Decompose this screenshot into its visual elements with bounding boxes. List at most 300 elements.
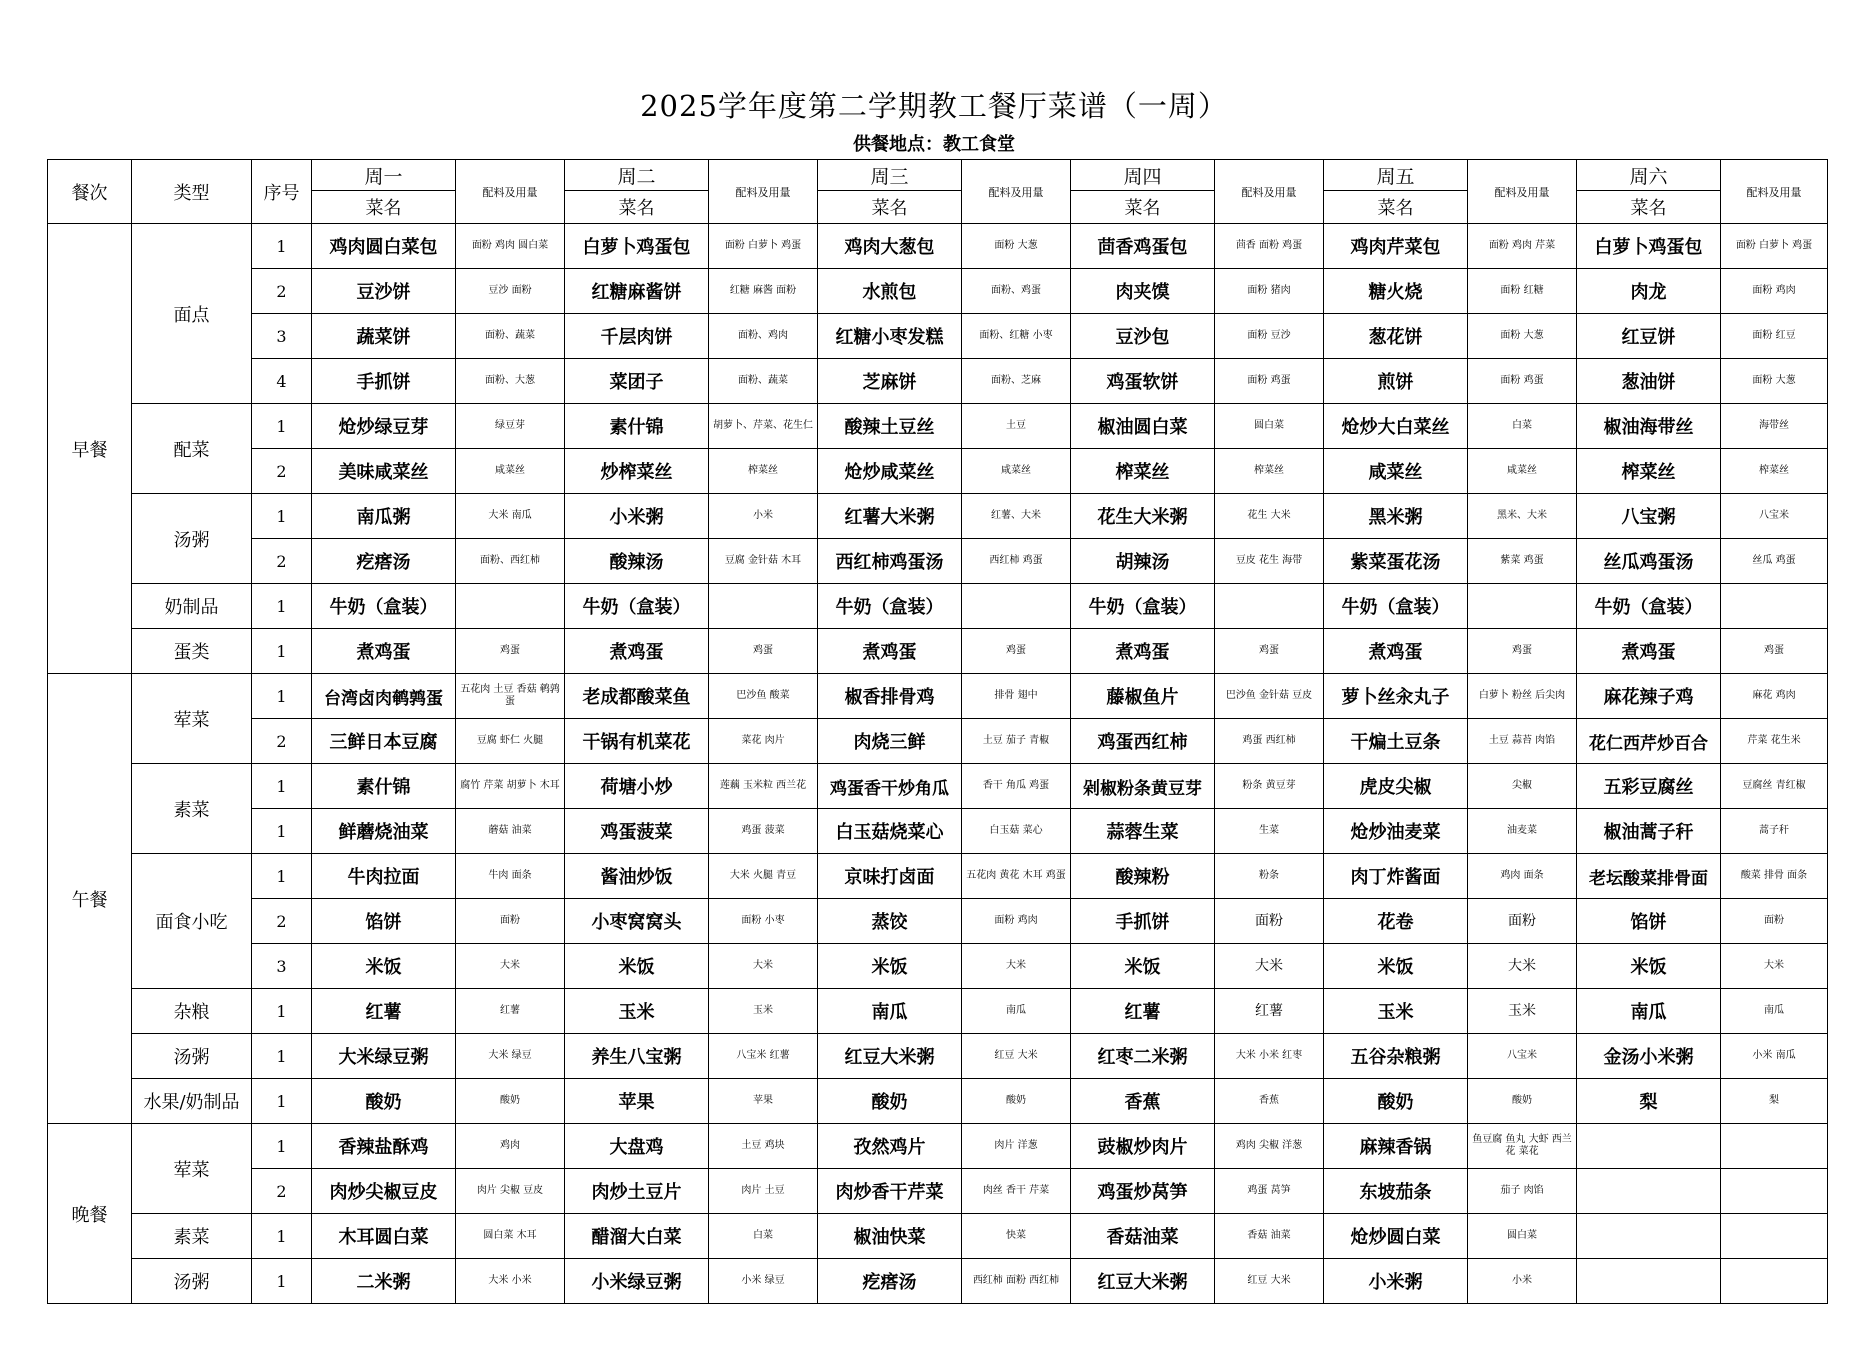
dish-ingredients: 西红柿 面粉 西红柿: [962, 1259, 1071, 1304]
dish-name: 胡辣汤: [1071, 539, 1215, 584]
dish-name: 牛奶（盒装）: [1577, 584, 1721, 629]
dish-ingredients: 面粉、蔬菜: [456, 314, 565, 359]
dish-name: 蔬菜饼: [312, 314, 456, 359]
dish-name: 五彩豆腐丝: [1577, 764, 1721, 809]
table-row: [48, 404, 1828, 449]
dish-ingredients: 面粉 鸡肉 圆白菜: [456, 224, 565, 269]
dish-ingredients: 鸡蛋: [1721, 629, 1828, 674]
dish-ingredients: 鸡肉 面条: [1468, 854, 1577, 899]
dish-name: 花仁西芹炒百合: [1577, 719, 1721, 764]
dish-name: 鸡蛋菠菜: [565, 809, 709, 854]
dish-ingredients: 大米 小米 红枣: [1215, 1034, 1324, 1079]
dish-name: 酸辣土豆丝: [818, 404, 962, 449]
dish-name-column-header: 菜名: [1577, 191, 1721, 224]
dish-name: 红豆饼: [1577, 314, 1721, 359]
dish-ingredients: 生菜: [1215, 809, 1324, 854]
dish-ingredients: 香菇 油菜: [1215, 1214, 1324, 1259]
category-label: 配菜: [132, 404, 252, 494]
dish-name: 米饭: [1324, 944, 1468, 989]
dish-name: 椒油快菜: [818, 1214, 962, 1259]
dish-name: 鸡肉芹菜包: [1324, 224, 1468, 269]
dish-name: 酸奶: [312, 1079, 456, 1124]
dish-name: 椒香排骨鸡: [818, 674, 962, 719]
sequence-number: 3: [252, 944, 312, 989]
dish-ingredients: 榨菜丝: [1215, 449, 1324, 494]
dish-ingredients: 面粉 红豆: [1721, 314, 1828, 359]
dish-name: 糖火烧: [1324, 269, 1468, 314]
category-label: 杂粮: [132, 989, 252, 1034]
dish-name: 米饭: [312, 944, 456, 989]
dish-name: 鲜蘑烧油菜: [312, 809, 456, 854]
dish-ingredients: 面粉、西红柿: [456, 539, 565, 584]
dish-name: 芝麻饼: [818, 359, 962, 404]
dish-name: 牛肉拉面: [312, 854, 456, 899]
dish-name: 养生八宝粥: [565, 1034, 709, 1079]
dish-ingredients: 面粉、鸡蛋: [962, 269, 1071, 314]
sequence-number: 2: [252, 1169, 312, 1214]
table-header: [48, 160, 1828, 224]
dish-ingredients: 菜花 肉片: [709, 719, 818, 764]
dish-ingredients: 面粉 猪肉: [1215, 269, 1324, 314]
dish-name: 京味打卤面: [818, 854, 962, 899]
dish-name: 酸奶: [1324, 1079, 1468, 1124]
dish-name: 南瓜: [818, 989, 962, 1034]
dish-ingredients: 胡萝卜、芹菜、花生仁: [709, 404, 818, 449]
dish-ingredients: 面粉 大葱: [1721, 359, 1828, 404]
dish-name: 炒榨菜丝: [565, 449, 709, 494]
dish-name: 米饭: [1577, 944, 1721, 989]
table-row: [48, 1124, 1828, 1169]
dish-ingredients: 豆腐 虾仁 火腿: [456, 719, 565, 764]
dish-name: 老坛酸菜排骨面: [1577, 854, 1721, 899]
dish-name: 肉丁炸酱面: [1324, 854, 1468, 899]
dish-ingredients: 豆皮 花生 海带: [1215, 539, 1324, 584]
dish-ingredients: 咸菜丝: [962, 449, 1071, 494]
dish-name: 白玉菇烧菜心: [818, 809, 962, 854]
dish-name: 鸡蛋香干炒角瓜: [818, 764, 962, 809]
dish-ingredients: 玉米: [709, 989, 818, 1034]
dish-name: 水煎包: [818, 269, 962, 314]
dish-name: 煮鸡蛋: [565, 629, 709, 674]
ingredients-column-header: 配料及用量: [709, 160, 818, 224]
sequence-number: 1: [252, 1034, 312, 1079]
sequence-number: 2: [252, 899, 312, 944]
sequence-number: 2: [252, 269, 312, 314]
sequence-number: 1: [252, 629, 312, 674]
day-header: 周一: [312, 160, 456, 191]
dish-name: 菜团子: [565, 359, 709, 404]
ingredients-column-header: 配料及用量: [1215, 160, 1324, 224]
dish-name-column-header: 菜名: [565, 191, 709, 224]
dish-ingredients: 小米: [709, 494, 818, 539]
dish-name: 豆沙饼: [312, 269, 456, 314]
menu-table: [47, 159, 1828, 1304]
dish-ingredients: 榨菜丝: [709, 449, 818, 494]
dish-name: 小米粥: [565, 494, 709, 539]
dish-ingredients: 红薯: [1215, 989, 1324, 1034]
header-row-days: [48, 160, 1828, 191]
dish-name: 老成都酸菜鱼: [565, 674, 709, 719]
dish-name: 牛奶（盒装）: [818, 584, 962, 629]
dish-ingredients: 土豆 蒜苔 肉馅: [1468, 719, 1577, 764]
table-row: [48, 764, 1828, 809]
dish-ingredients: 鸡蛋: [1215, 629, 1324, 674]
dish-name: 手抓饼: [1071, 899, 1215, 944]
dish-name: 荷塘小炒: [565, 764, 709, 809]
category-label: 水果/奶制品: [132, 1079, 252, 1124]
ingredients-column-header: 配料及用量: [1721, 160, 1828, 224]
dish-ingredients: 大米: [456, 944, 565, 989]
dish-ingredients: 圆白菜: [1215, 404, 1324, 449]
dish-ingredients: 大米 绿豆: [456, 1034, 565, 1079]
dish-name: 素什锦: [565, 404, 709, 449]
category-label: 汤粥: [132, 494, 252, 584]
dish-name: 肉炒香干芹菜: [818, 1169, 962, 1214]
category-label: 蛋类: [132, 629, 252, 674]
sequence-number: 1: [252, 854, 312, 899]
dish-ingredients: 八宝米 红薯: [709, 1034, 818, 1079]
dish-name: 酸奶: [818, 1079, 962, 1124]
sequence-number: 1: [252, 404, 312, 449]
dish-name: 白萝卜鸡蛋包: [565, 224, 709, 269]
dish-name: 肉龙: [1577, 269, 1721, 314]
dish-name: 小米粥: [1324, 1259, 1468, 1304]
dish-name: 红糖小枣发糕: [818, 314, 962, 359]
dish-ingredients: 海带丝: [1721, 404, 1828, 449]
table-row: [48, 224, 1828, 269]
dish-name: 馅饼: [312, 899, 456, 944]
page-title: 2025学年度第二学期教工餐厅菜谱（一周）: [640, 89, 1228, 123]
dish-ingredients: 苹果: [709, 1079, 818, 1124]
dish-ingredients: 酸菜 排骨 面条: [1721, 854, 1828, 899]
dish-ingredients: 面粉 红糖: [1468, 269, 1577, 314]
dish-name: 紫菜蛋花汤: [1324, 539, 1468, 584]
dish-name: 干煸土豆条: [1324, 719, 1468, 764]
dish-ingredients: 五花肉 黄花 木耳 鸡蛋: [962, 854, 1071, 899]
dish-ingredients: 大米: [1721, 944, 1828, 989]
dish-ingredients: 面粉 小枣: [709, 899, 818, 944]
dish-name: 鸡蛋炒莴笋: [1071, 1169, 1215, 1214]
dish-ingredients: [1721, 1169, 1828, 1214]
dish-ingredients: 白萝卜 粉丝 后尖肉: [1468, 674, 1577, 719]
dish-name: 三鲜日本豆腐: [312, 719, 456, 764]
table-body: [48, 224, 1828, 1304]
dish-ingredients: 豆腐 金针菇 木耳: [709, 539, 818, 584]
dish-name: 炝炒绿豆芽: [312, 404, 456, 449]
dish-name: 红薯: [312, 989, 456, 1034]
dish-ingredients: 茴香 面粉 鸡蛋: [1215, 224, 1324, 269]
dish-name: 煮鸡蛋: [1324, 629, 1468, 674]
dish-ingredients: 面粉 鸡蛋: [1468, 359, 1577, 404]
dish-ingredients: 芹菜 花生米: [1721, 719, 1828, 764]
dish-name: 藤椒鱼片: [1071, 674, 1215, 719]
dish-name: 红枣二米粥: [1071, 1034, 1215, 1079]
dish-ingredients: 面粉、芝麻: [962, 359, 1071, 404]
dish-name: 牛奶（盒装）: [1071, 584, 1215, 629]
dish-ingredients: [1721, 1259, 1828, 1304]
dish-name: 榨菜丝: [1071, 449, 1215, 494]
dish-name: 虎皮尖椒: [1324, 764, 1468, 809]
dish-name: 台湾卤肉鹌鹑蛋: [312, 674, 456, 719]
table-row: [48, 1169, 1828, 1214]
dish-ingredients: 咸菜丝: [1468, 449, 1577, 494]
category-label: 汤粥: [132, 1259, 252, 1304]
dish-ingredients: 红薯、大米: [962, 494, 1071, 539]
meal-column-header: 餐次: [48, 160, 132, 224]
sequence-number: 1: [252, 1079, 312, 1124]
dish-ingredients: 面粉 白萝卜 鸡蛋: [709, 224, 818, 269]
dish-ingredients: 面粉 鸡肉: [1721, 269, 1828, 314]
dish-ingredients: 酸奶: [1468, 1079, 1577, 1124]
dish-name: 煮鸡蛋: [312, 629, 456, 674]
dish-ingredients: 大米 小米: [456, 1259, 565, 1304]
dish-ingredients: 酸奶: [456, 1079, 565, 1124]
dish-ingredients: 牛肉 面条: [456, 854, 565, 899]
dish-ingredients: 面粉: [1721, 899, 1828, 944]
table-row: [48, 989, 1828, 1034]
category-label: 素菜: [132, 764, 252, 854]
dish-name: 米饭: [1071, 944, 1215, 989]
dish-ingredients: 巴沙鱼 金针菇 豆皮: [1215, 674, 1324, 719]
dish-ingredients: 肉片 土豆: [709, 1169, 818, 1214]
table-row: [48, 1214, 1828, 1259]
dish-name: 手抓饼: [312, 359, 456, 404]
meal-label: 晚餐: [48, 1124, 132, 1304]
sequence-number: 1: [252, 674, 312, 719]
table-row: [48, 539, 1828, 584]
dish-name: 葱花饼: [1324, 314, 1468, 359]
dish-ingredients: 尖椒: [1468, 764, 1577, 809]
sequence-number: 2: [252, 539, 312, 584]
sequence-number: 1: [252, 1124, 312, 1169]
dish-name: 玉米: [565, 989, 709, 1034]
dish-name: 牛奶（盒装）: [312, 584, 456, 629]
dish-name: 榨菜丝: [1577, 449, 1721, 494]
dish-ingredients: 八宝米: [1468, 1034, 1577, 1079]
dish-name: 鸡肉大葱包: [818, 224, 962, 269]
dish-ingredients: 梨: [1721, 1079, 1828, 1124]
table-row: [48, 449, 1828, 494]
dish-name: 小米绿豆粥: [565, 1259, 709, 1304]
dish-name: 鸡蛋软饼: [1071, 359, 1215, 404]
dish-name: 丝瓜鸡蛋汤: [1577, 539, 1721, 584]
dish-name: 红豆大米粥: [818, 1034, 962, 1079]
dish-ingredients: 蒿子秆: [1721, 809, 1828, 854]
dish-ingredients: [456, 584, 565, 629]
sequence-column-header: 序号: [252, 160, 312, 224]
dish-ingredients: 肉片 尖椒 豆皮: [456, 1169, 565, 1214]
dish-ingredients: 面粉、大葱: [456, 359, 565, 404]
table-row: [48, 629, 1828, 674]
table-row: [48, 719, 1828, 764]
dish-name: 孜然鸡片: [818, 1124, 962, 1169]
meal-label: 早餐: [48, 224, 132, 674]
dish-ingredients: [709, 584, 818, 629]
dish-ingredients: 面粉 大葱: [1468, 314, 1577, 359]
category-label: 荤菜: [132, 674, 252, 764]
dish-name: 馅饼: [1577, 899, 1721, 944]
dish-name: 蒸饺: [818, 899, 962, 944]
dish-ingredients: 鸡蛋: [962, 629, 1071, 674]
dish-name: [1577, 1214, 1721, 1259]
dish-name: 肉炒尖椒豆皮: [312, 1169, 456, 1214]
dish-name: [1577, 1259, 1721, 1304]
dish-name: 麻花辣子鸡: [1577, 674, 1721, 719]
day-header: 周四: [1071, 160, 1215, 191]
table-row: [48, 269, 1828, 314]
day-header: 周五: [1324, 160, 1468, 191]
dish-name: 椒油圆白菜: [1071, 404, 1215, 449]
sequence-number: 4: [252, 359, 312, 404]
dish-name: 米饭: [818, 944, 962, 989]
dish-ingredients: 快菜: [962, 1214, 1071, 1259]
dish-ingredients: 面粉 豆沙: [1215, 314, 1324, 359]
dish-ingredients: 面粉 鸡肉: [962, 899, 1071, 944]
dish-ingredients: 白菜: [709, 1214, 818, 1259]
dish-ingredients: 肉丝 香干 芹菜: [962, 1169, 1071, 1214]
day-header: 周六: [1577, 160, 1721, 191]
dish-ingredients: 面粉、红糖 小枣: [962, 314, 1071, 359]
dish-ingredients: 蘑菇 油菜: [456, 809, 565, 854]
dish-name: 牛奶（盒装）: [565, 584, 709, 629]
dish-name: 蒜蓉生菜: [1071, 809, 1215, 854]
dish-ingredients: 紫菜 鸡蛋: [1468, 539, 1577, 584]
dish-name: 豆沙包: [1071, 314, 1215, 359]
dish-ingredients: 鱼豆腐 鱼丸 大虾 西兰花 菜花: [1468, 1124, 1577, 1169]
dish-ingredients: 鸡蛋 菠菜: [709, 809, 818, 854]
dish-ingredients: 小米 南瓜: [1721, 1034, 1828, 1079]
table-row: [48, 1034, 1828, 1079]
dish-name: 炝炒大白菜丝: [1324, 404, 1468, 449]
sequence-number: 2: [252, 719, 312, 764]
meal-label: 午餐: [48, 674, 132, 1124]
dish-ingredients: 面粉: [456, 899, 565, 944]
dish-ingredients: 豆沙 面粉: [456, 269, 565, 314]
sequence-number: 2: [252, 449, 312, 494]
dish-ingredients: 大米 火腿 青豆: [709, 854, 818, 899]
dish-ingredients: 大米: [709, 944, 818, 989]
table-row: [48, 854, 1828, 899]
dish-name: 梨: [1577, 1079, 1721, 1124]
table-row: [48, 899, 1828, 944]
dish-name: 煮鸡蛋: [1071, 629, 1215, 674]
dish-name-column-header: 菜名: [1324, 191, 1468, 224]
dish-ingredients: 巴沙鱼 酸菜: [709, 674, 818, 719]
category-label: 汤粥: [132, 1034, 252, 1079]
category-label: 面食小吃: [132, 854, 252, 989]
dish-name: [1577, 1169, 1721, 1214]
dish-name: 麻辣香锅: [1324, 1124, 1468, 1169]
dish-name: 花卷: [1324, 899, 1468, 944]
dish-ingredients: 排骨 翅中: [962, 674, 1071, 719]
dish-name: 红豆大米粥: [1071, 1259, 1215, 1304]
dish-ingredients: 土豆: [962, 404, 1071, 449]
dish-ingredients: 土豆 茄子 青椒: [962, 719, 1071, 764]
table-row: [48, 314, 1828, 359]
dish-ingredients: 西红柿 鸡蛋: [962, 539, 1071, 584]
dish-ingredients: [1721, 1214, 1828, 1259]
dish-name: 豉椒炒肉片: [1071, 1124, 1215, 1169]
day-header: 周二: [565, 160, 709, 191]
dish-name: 美味咸菜丝: [312, 449, 456, 494]
dish-ingredients: 咸菜丝: [456, 449, 565, 494]
category-label: 素菜: [132, 1214, 252, 1259]
dish-name: 小枣窝窝头: [565, 899, 709, 944]
dish-ingredients: 白玉菇 菜心: [962, 809, 1071, 854]
dish-name: 红薯大米粥: [818, 494, 962, 539]
dish-name: 炝炒圆白菜: [1324, 1214, 1468, 1259]
dish-ingredients: 大米: [962, 944, 1071, 989]
ingredients-column-header: 配料及用量: [1468, 160, 1577, 224]
dish-name: 肉夹馍: [1071, 269, 1215, 314]
dish-name: 炝炒咸菜丝: [818, 449, 962, 494]
dish-ingredients: 酸奶: [962, 1079, 1071, 1124]
dish-ingredients: 南瓜: [962, 989, 1071, 1034]
sequence-number: 1: [252, 494, 312, 539]
dish-ingredients: 红豆 大米: [962, 1034, 1071, 1079]
dish-name: 酱油炒饭: [565, 854, 709, 899]
dish-name: 花生大米粥: [1071, 494, 1215, 539]
dish-name: 南瓜粥: [312, 494, 456, 539]
dish-name-column-header: 菜名: [818, 191, 962, 224]
dish-ingredients: [1215, 584, 1324, 629]
dish-ingredients: 鸡肉 尖椒 洋葱: [1215, 1124, 1324, 1169]
sequence-number: 3: [252, 314, 312, 359]
category-column-header: 类型: [132, 160, 252, 224]
dish-name: 椒油蒿子秆: [1577, 809, 1721, 854]
dish-name: 鸡肉圆白菜包: [312, 224, 456, 269]
dish-name: 白萝卜鸡蛋包: [1577, 224, 1721, 269]
dish-name: 椒油海带丝: [1577, 404, 1721, 449]
dish-name: 鸡蛋西红柿: [1071, 719, 1215, 764]
sequence-number: 1: [252, 809, 312, 854]
dish-name: 香蕉: [1071, 1079, 1215, 1124]
table-row: [48, 359, 1828, 404]
dish-ingredients: 大米: [1215, 944, 1324, 989]
dish-name: 煮鸡蛋: [818, 629, 962, 674]
table-row: [48, 1259, 1828, 1304]
dish-ingredients: 圆白菜 木耳: [456, 1214, 565, 1259]
dish-name: 木耳圆白菜: [312, 1214, 456, 1259]
dish-ingredients: [962, 584, 1071, 629]
dish-ingredients: 红薯: [456, 989, 565, 1034]
dish-ingredients: 花生 大米: [1215, 494, 1324, 539]
dish-name: 素什锦: [312, 764, 456, 809]
dish-name: 东坡茄条: [1324, 1169, 1468, 1214]
dish-ingredients: 鸡蛋 西红柿: [1215, 719, 1324, 764]
dish-name-column-header: 菜名: [312, 191, 456, 224]
table-row: [48, 674, 1828, 719]
dish-name: 大米绿豆粥: [312, 1034, 456, 1079]
dish-name: 煮鸡蛋: [1577, 629, 1721, 674]
dish-ingredients: 粉条: [1215, 854, 1324, 899]
dish-name: 肉炒土豆片: [565, 1169, 709, 1214]
dish-ingredients: 面粉 鸡蛋: [1215, 359, 1324, 404]
dish-name: 肉烧三鲜: [818, 719, 962, 764]
dish-name: 萝卜丝汆丸子: [1324, 674, 1468, 719]
dish-ingredients: [1468, 584, 1577, 629]
dish-name: 南瓜: [1577, 989, 1721, 1034]
sequence-number: 1: [252, 584, 312, 629]
dish-name: 炝炒油麦菜: [1324, 809, 1468, 854]
dish-ingredients: 圆白菜: [1468, 1214, 1577, 1259]
table-row: [48, 1079, 1828, 1124]
table-row: [48, 809, 1828, 854]
dish-ingredients: 鸡蛋: [1468, 629, 1577, 674]
dish-ingredients: 鸡蛋: [456, 629, 565, 674]
dish-ingredients: 榨菜丝: [1721, 449, 1828, 494]
dish-ingredients: 黑米、大米: [1468, 494, 1577, 539]
